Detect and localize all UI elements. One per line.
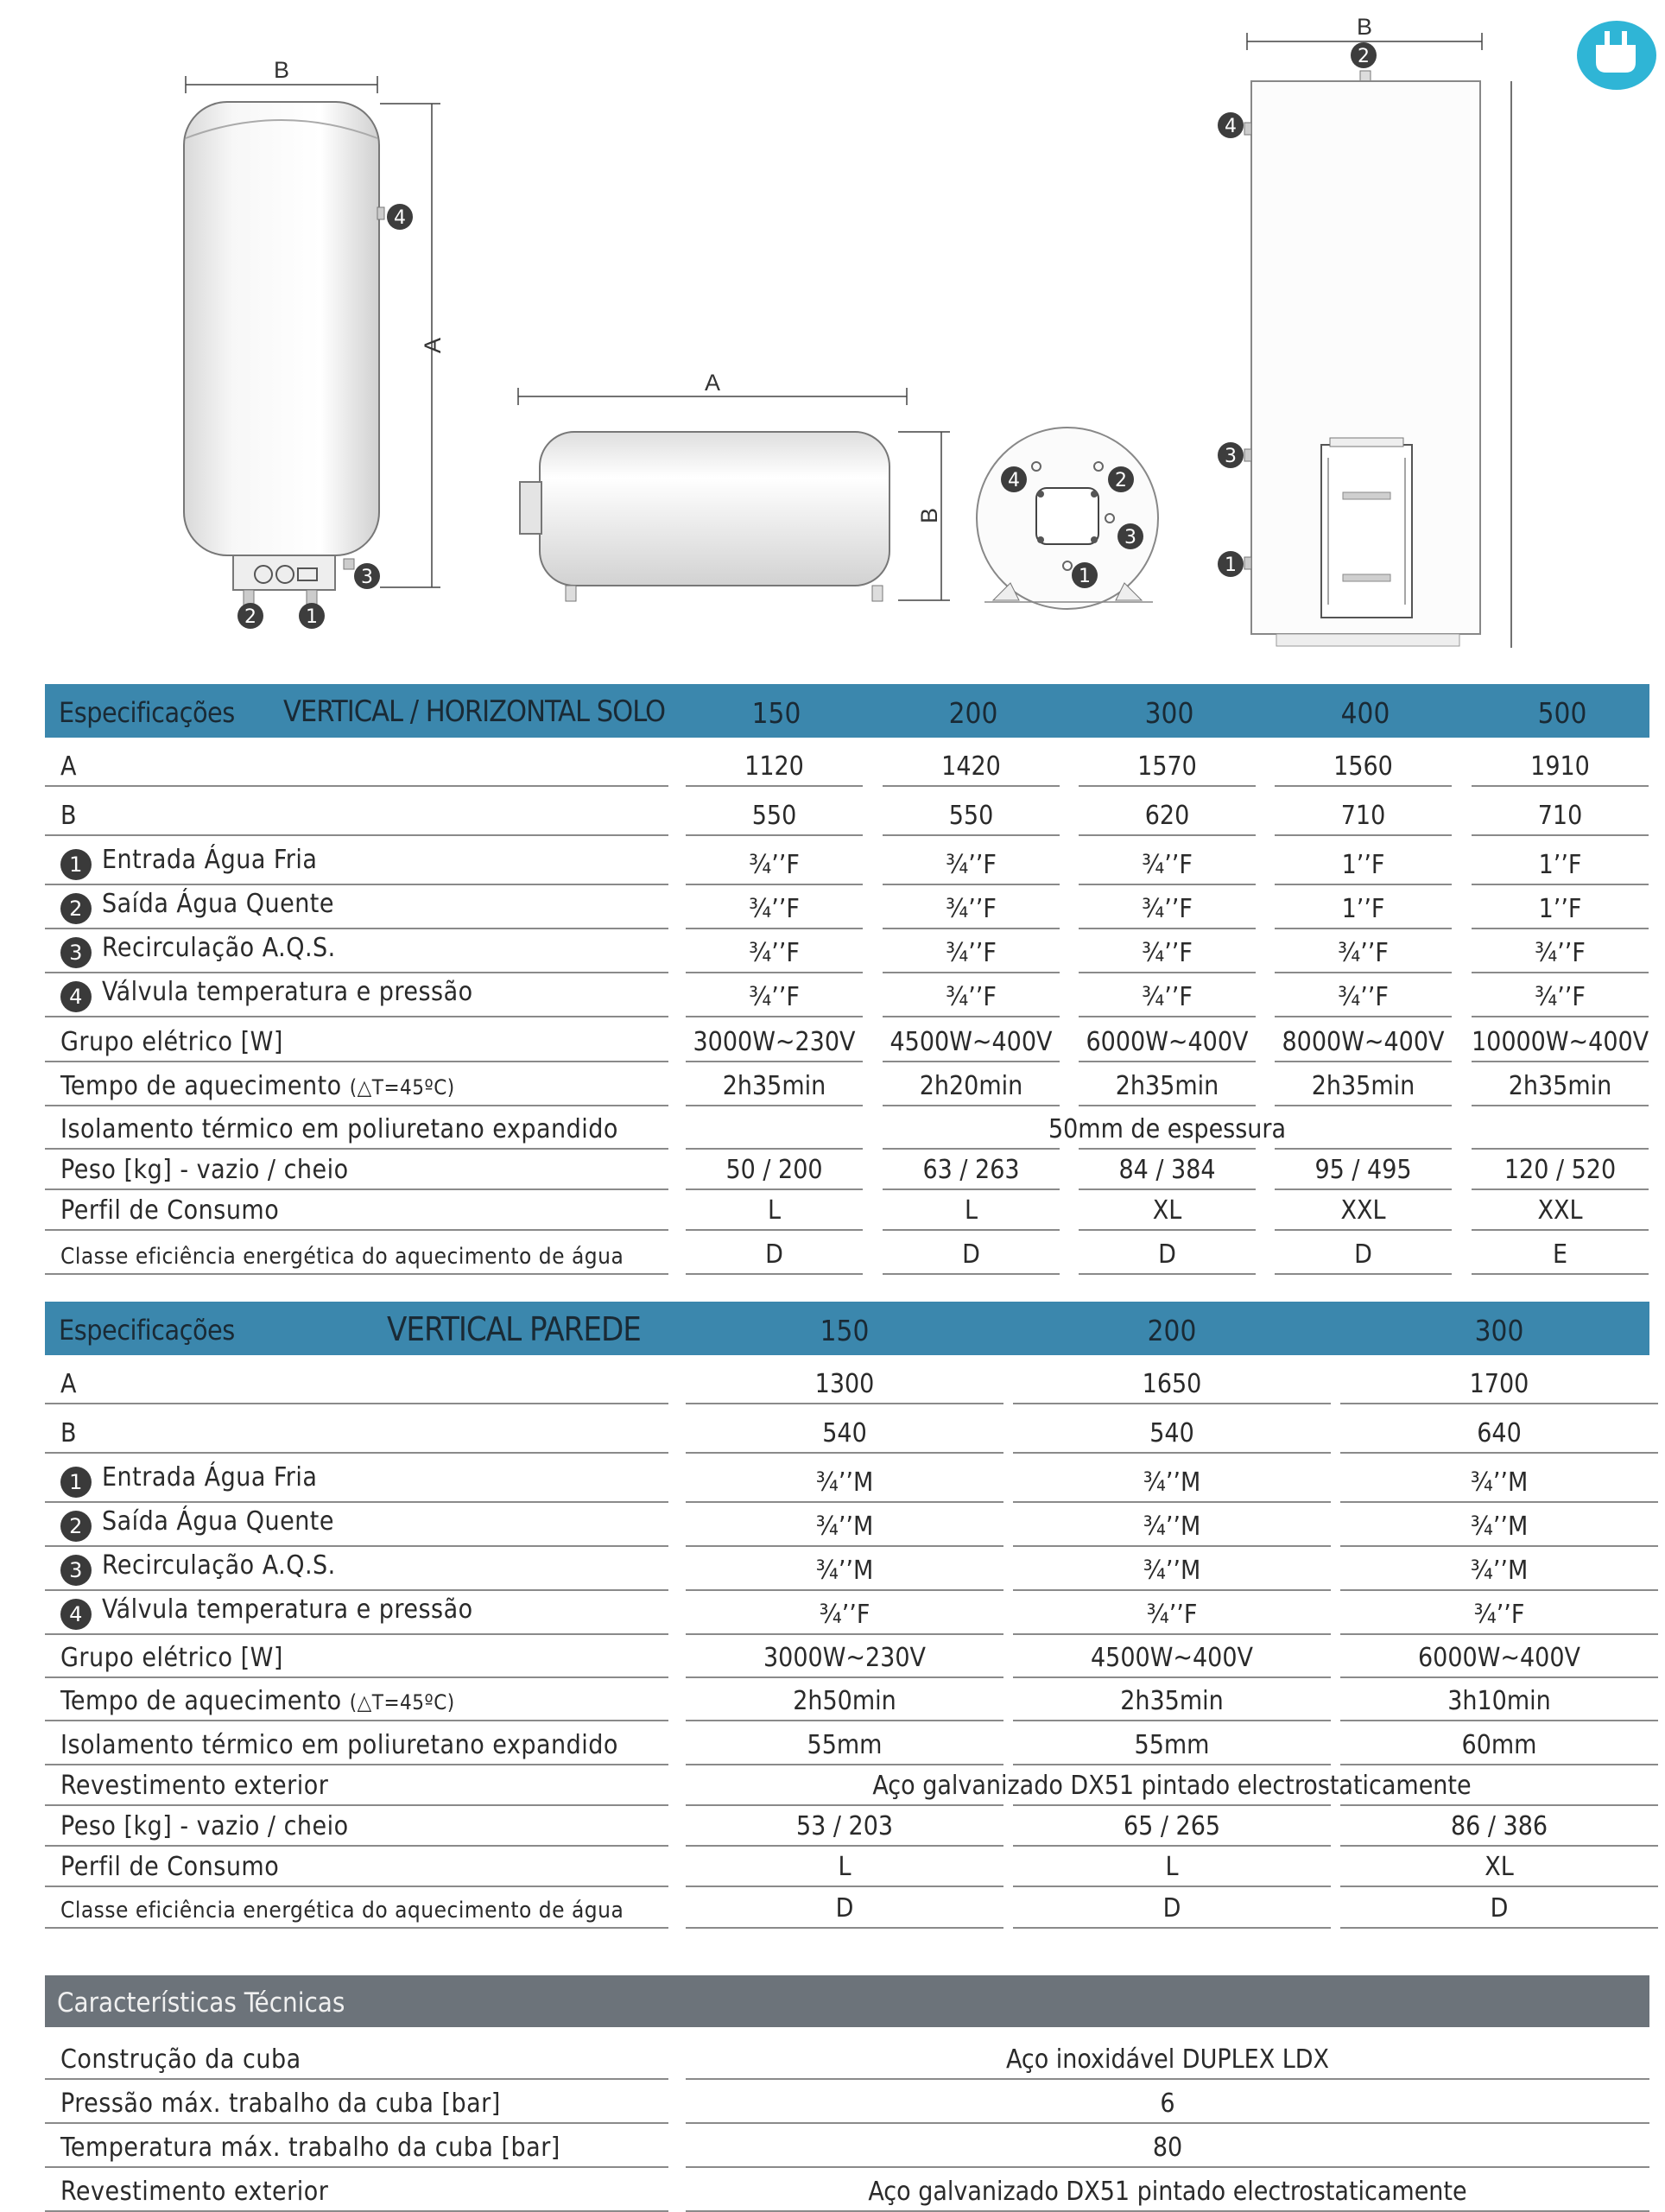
- table-cell: ¾’’F: [946, 894, 997, 924]
- table-cell: 1700: [1469, 1369, 1529, 1399]
- tech-table-header: [45, 1975, 1649, 2027]
- table-row: [45, 1017, 1649, 1062]
- table-cell: ¾’’M: [815, 1512, 874, 1542]
- table-cell: 86 / 386: [1450, 1811, 1548, 1841]
- table-cell: ¾’’F: [749, 850, 800, 880]
- column-header: 300: [1474, 1314, 1524, 1347]
- row-label-text: Grupo elétrico [W]: [60, 1027, 283, 1057]
- row-label-text: Isolamento térmico em poliuretano expandido: [60, 1114, 618, 1144]
- table-cell: 120 / 520: [1504, 1155, 1617, 1185]
- cell-divider: [1275, 1273, 1452, 1275]
- cell-divider: [686, 1273, 863, 1275]
- table-cell: E: [1552, 1239, 1568, 1270]
- column-header: 500: [1537, 696, 1587, 730]
- callout-number-icon: 1: [60, 1467, 92, 1498]
- table-row: [45, 1847, 1649, 1887]
- table-cell: 6: [1160, 2088, 1175, 2119]
- column-header: 200: [948, 696, 998, 730]
- table-cell: D: [1490, 1893, 1509, 1924]
- row-label: [60, 1686, 455, 1716]
- table-row: [45, 973, 1649, 1017]
- end-view-drawing: [977, 428, 1158, 609]
- callout-1: [299, 603, 325, 629]
- svg-text:3: 3: [1225, 446, 1237, 467]
- table-cell: 1’’F: [1538, 894, 1582, 924]
- table-cell: 65 / 265: [1123, 1811, 1221, 1841]
- row-label-text: Entrada Água Fria: [102, 845, 318, 875]
- row-label: Revestimento exterior: [60, 2177, 329, 2207]
- row-label: [60, 1594, 473, 1630]
- column-header: 300: [1144, 696, 1194, 730]
- table-cell: ¾’’M: [815, 1556, 874, 1586]
- table-cell: ¾’’M: [1470, 1512, 1529, 1542]
- callout-number-icon: 3: [60, 937, 92, 968]
- table-cell: ¾’’M: [815, 1467, 874, 1498]
- row-label: [60, 1811, 349, 1841]
- row-label: [60, 801, 77, 831]
- table-row: [45, 1503, 1649, 1547]
- spec-rows: [45, 1355, 1649, 1929]
- table-cell: ¾’’M: [1143, 1556, 1201, 1586]
- table-cell: ¾’’F: [1142, 894, 1193, 924]
- table-cell: D: [1158, 1239, 1176, 1270]
- table-cell: 1650: [1142, 1369, 1202, 1399]
- table-row: [45, 2036, 1649, 2080]
- svg-text:1: 1: [1079, 566, 1091, 587]
- row-label: [60, 1244, 624, 1270]
- row-label: [60, 1114, 618, 1144]
- table-row: [45, 1591, 1649, 1635]
- table-row: [45, 787, 1649, 836]
- table-cell: 1420: [941, 751, 1001, 782]
- table-cell: 640: [1477, 1418, 1522, 1448]
- table-title: Especificações: [59, 696, 235, 729]
- table-row: [45, 2124, 1649, 2168]
- table-row: [45, 2168, 1649, 2212]
- row-label-text: Isolamento térmico em poliuretano expandido: [60, 1730, 618, 1760]
- row-label-text: A: [60, 1369, 77, 1399]
- row-label-text: Recirculação A.Q.S.: [102, 933, 336, 963]
- table-cell: L: [964, 1195, 978, 1226]
- merged-cell: 50mm de espessura: [1048, 1114, 1287, 1144]
- table-cell: 55mm: [1134, 1730, 1210, 1760]
- table-row: [45, 1150, 1649, 1190]
- table-cell: 2h50min: [793, 1686, 896, 1716]
- svg-text:B: B: [916, 507, 942, 524]
- table-row: [45, 885, 1649, 929]
- svg-text:4: 4: [1225, 116, 1237, 137]
- table-cell: 95 / 495: [1314, 1155, 1412, 1185]
- row-label-text: Revestimento exterior: [60, 1771, 329, 1801]
- row-label-text: A: [60, 751, 77, 782]
- table-cell: L: [838, 1852, 851, 1882]
- row-label-text: B: [60, 1418, 78, 1448]
- table-cell: XXL: [1340, 1195, 1386, 1226]
- column-header: 150: [751, 696, 801, 730]
- table-row: [45, 1454, 1649, 1503]
- table-cell: ¾’’F: [1473, 1600, 1525, 1630]
- spec-table-vertical-horizontal-solo: [45, 684, 1649, 1275]
- callout-number-icon: 2: [60, 893, 92, 924]
- table-row: [45, 1404, 1649, 1454]
- table-row: [45, 1190, 1649, 1231]
- table-cell: D: [962, 1239, 980, 1270]
- row-label-note: (△T=45ºC): [349, 1075, 455, 1100]
- table-cell: 3000W~230V: [763, 1643, 926, 1673]
- row-divider: [45, 1273, 668, 1275]
- table-row: [45, 1678, 1649, 1721]
- table-row: [45, 738, 1649, 787]
- row-label: [60, 1898, 624, 1924]
- row-label: [60, 1369, 77, 1399]
- row-label-text: Saída Água Quente: [102, 1506, 334, 1537]
- table-cell: ¾’’M: [1470, 1556, 1529, 1586]
- table-cell: 550: [751, 801, 797, 831]
- callout-3: [354, 563, 380, 589]
- tech-table-title: Características Técnicas: [57, 1987, 345, 2019]
- table-cell: 1’’F: [1341, 850, 1385, 880]
- row-label: [60, 1506, 334, 1542]
- callout-number-icon: 3: [60, 1555, 92, 1586]
- cell-divider: [883, 1273, 1060, 1275]
- table-cell: 1120: [744, 751, 804, 782]
- row-label-text: Perfil de Consumo: [60, 1195, 280, 1226]
- table-cell: ¾’’F: [1146, 1600, 1198, 1630]
- table-cell: 6000W~400V: [1418, 1643, 1580, 1673]
- svg-text:4: 4: [1008, 470, 1020, 491]
- row-label: [60, 1155, 349, 1185]
- row-label: [60, 889, 334, 924]
- table-cell: 2h20min: [919, 1071, 1023, 1101]
- table-cell: 1’’F: [1341, 894, 1385, 924]
- table-title: Especificações: [59, 1314, 235, 1347]
- dim-label-a: A: [420, 337, 446, 354]
- cell-divider: [1013, 1927, 1331, 1929]
- table-cell: ¾’’F: [1142, 982, 1193, 1012]
- table-cell: ¾’’F: [946, 938, 997, 968]
- row-label-text: Tempo de aquecimento: [60, 1686, 342, 1716]
- table-row: [45, 1231, 1649, 1275]
- column-header: 200: [1147, 1314, 1197, 1347]
- table-cell: 8000W~400V: [1282, 1027, 1445, 1057]
- table-cell: ¾’’F: [749, 894, 800, 924]
- table-row: [45, 1062, 1649, 1106]
- table-cell: 620: [1144, 801, 1190, 831]
- callout-4: [387, 204, 413, 230]
- cell-divider: [1472, 1273, 1649, 1275]
- row-label-text: Entrada Água Fria: [102, 1462, 318, 1493]
- row-label-text: Válvula temperatura e pressão: [102, 977, 473, 1007]
- table-row: [45, 1887, 1649, 1929]
- table-cell: ¾’’M: [1470, 1467, 1529, 1498]
- callout-number-icon: 4: [60, 981, 92, 1012]
- horizontal-tank-drawing: [518, 370, 950, 601]
- row-label: [60, 1643, 283, 1673]
- table-cell: ¾’’M: [1143, 1512, 1201, 1542]
- row-label: [60, 1071, 455, 1101]
- table-cell: ¾’’F: [749, 938, 800, 968]
- row-label: [60, 977, 473, 1012]
- callout-number-icon: 4: [60, 1599, 92, 1630]
- row-divider: [45, 1927, 668, 1929]
- table-row: [45, 836, 1649, 885]
- svg-text:B: B: [1356, 14, 1373, 40]
- row-label-text: Válvula temperatura e pressão: [102, 1594, 473, 1625]
- column-header: 400: [1340, 696, 1390, 730]
- row-label: [60, 1771, 328, 1801]
- row-label-text: Perfil de Consumo: [60, 1852, 280, 1882]
- table-cell: 550: [948, 801, 994, 831]
- row-label: [60, 933, 336, 968]
- row-label: [60, 1852, 279, 1882]
- row-label: [60, 1418, 77, 1448]
- table-row: [45, 1106, 1649, 1150]
- table-cell: 4500W~400V: [889, 1027, 1053, 1057]
- table-cell: ¾’’F: [1535, 938, 1586, 968]
- row-label-text: Grupo elétrico [W]: [60, 1643, 283, 1673]
- table-row: [45, 1765, 1649, 1806]
- table-cell: D: [1162, 1893, 1181, 1924]
- table-cell: 3h10min: [1447, 1686, 1551, 1716]
- table-cell: 710: [1537, 801, 1583, 831]
- row-label: Temperatura máx. trabalho da cuba [bar]: [60, 2133, 560, 2163]
- cell-divider: [1340, 1927, 1658, 1929]
- table-cell: 710: [1340, 801, 1386, 831]
- table-row: [45, 1355, 1649, 1404]
- svg-text:3: 3: [361, 567, 373, 588]
- table-cell: 60mm: [1461, 1730, 1537, 1760]
- table-cell: ¾’’F: [1142, 850, 1193, 880]
- table-cell: 1’’F: [1538, 850, 1582, 880]
- table-cell: L: [767, 1195, 782, 1226]
- table-row: [45, 1721, 1649, 1765]
- table-cell: ¾’’F: [946, 850, 997, 880]
- table-cell: D: [765, 1239, 783, 1270]
- table-cell: XL: [1152, 1195, 1182, 1226]
- table-cell: 1910: [1530, 751, 1590, 782]
- table-cell: 84 / 384: [1118, 1155, 1216, 1185]
- table-row: [45, 1806, 1649, 1847]
- table-row: [45, 2080, 1649, 2124]
- table-cell: 1560: [1333, 751, 1393, 782]
- table-cell: Aço galvanizado DX51 pintado electrostaticamente: [868, 2177, 1467, 2207]
- spec-table-header: [45, 684, 1649, 738]
- table-cell: ¾’’F: [1338, 938, 1389, 968]
- svg-text:2: 2: [244, 606, 256, 628]
- table-row: [45, 1635, 1649, 1678]
- row-label: [60, 1550, 336, 1586]
- row-label-text: Peso [kg] - vazio / cheio: [60, 1811, 349, 1841]
- row-label: [60, 751, 77, 782]
- table-cell: 6000W~400V: [1086, 1027, 1249, 1057]
- row-label: [60, 1462, 317, 1498]
- row-label: [60, 845, 317, 880]
- table-cell: 1570: [1137, 751, 1197, 782]
- svg-text:1: 1: [306, 606, 318, 628]
- table-cell: 80: [1152, 2133, 1183, 2163]
- table-cell: ¾’’M: [1143, 1467, 1201, 1498]
- row-label-text: Saída Água Quente: [102, 889, 334, 919]
- table-cell: L: [1165, 1852, 1179, 1882]
- row-label: [60, 1195, 279, 1226]
- tech-rows: [45, 2036, 1649, 2212]
- product-drawings: [0, 0, 1665, 665]
- table-cell: 2h35min: [1120, 1686, 1224, 1716]
- table-row: [45, 1547, 1649, 1591]
- row-label-text: Recirculação A.Q.S.: [102, 1550, 336, 1581]
- table-cell: 1300: [814, 1369, 875, 1399]
- row-label: [60, 1730, 618, 1760]
- row-label: Construção da cuba: [60, 2044, 301, 2075]
- cell-divider: [1079, 1273, 1256, 1275]
- table-cell: ¾’’F: [1535, 982, 1586, 1012]
- svg-text:2: 2: [1358, 46, 1370, 67]
- row-label-text: Peso [kg] - vazio / cheio: [60, 1155, 349, 1185]
- tech-characteristics-table: [45, 1975, 1649, 2212]
- row-label-text: B: [60, 801, 78, 831]
- table-cell: D: [1354, 1239, 1372, 1270]
- spec-rows: [45, 738, 1649, 1275]
- svg-text:3: 3: [1124, 527, 1136, 548]
- row-label-text: Classe eficiência energética do aquecimento de água: [60, 1244, 624, 1270]
- column-header: 150: [820, 1314, 870, 1347]
- table-cell: ¾’’F: [819, 1600, 870, 1630]
- table-cell: ¾’’F: [1142, 938, 1193, 968]
- table-cell: 2h35min: [1115, 1071, 1219, 1101]
- row-label-text: Classe eficiência energética do aquecimento de água: [60, 1898, 624, 1924]
- table-cell: 55mm: [807, 1730, 883, 1760]
- svg-text:1: 1: [1225, 555, 1237, 576]
- table-cell: Aço inoxidável DUPLEX LDX: [1005, 2044, 1330, 2075]
- vertical-wall-tank-drawing: [184, 57, 446, 607]
- row-label-text: Tempo de aquecimento: [60, 1071, 342, 1101]
- callout-number-icon: 1: [60, 849, 92, 880]
- dim-label-b: B: [273, 57, 290, 83]
- table-cell: ¾’’F: [946, 982, 997, 1012]
- table-cell: ¾’’F: [749, 982, 800, 1012]
- table-cell: 3000W~230V: [693, 1027, 856, 1057]
- vertical-floor-tank-drawing: [1244, 14, 1511, 648]
- table-cell: D: [835, 1893, 854, 1924]
- table-cell: 2h35min: [1311, 1071, 1415, 1101]
- plug-icon: [1573, 17, 1656, 90]
- table-row: [45, 929, 1649, 973]
- svg-text:A: A: [704, 370, 721, 396]
- callout-number-icon: 2: [60, 1511, 92, 1542]
- spec-table-vertical-parede: [45, 1302, 1649, 1929]
- svg-text:2: 2: [1115, 470, 1127, 491]
- spec-table-header: [45, 1302, 1649, 1355]
- cell-divider: [686, 1927, 1003, 1929]
- table-cell: 53 / 203: [795, 1811, 894, 1841]
- table-cell: XL: [1485, 1852, 1514, 1882]
- table-cell: 540: [1149, 1418, 1194, 1448]
- merged-cell: Aço galvanizado DX51 pintado electrostaticamente: [872, 1771, 1472, 1801]
- table-cell: 540: [822, 1418, 867, 1448]
- table-cell: ¾’’F: [1338, 982, 1389, 1012]
- row-label-note: (△T=45ºC): [349, 1690, 455, 1714]
- table-cell: 10000W~400V: [1472, 1027, 1649, 1057]
- svg-text:4: 4: [394, 207, 406, 229]
- row-label: [60, 1027, 283, 1057]
- table-subtitle: VERTICAL / HORIZONTAL SOLO: [283, 694, 666, 729]
- callout-2: [237, 603, 263, 629]
- table-subtitle: VERTICAL PAREDE: [387, 1310, 641, 1348]
- table-cell: 4500W~400V: [1091, 1643, 1253, 1673]
- table-cell: XXL: [1537, 1195, 1583, 1226]
- table-cell: 2h35min: [1508, 1071, 1612, 1101]
- table-cell: 50 / 200: [725, 1155, 823, 1185]
- row-label: Pressão máx. trabalho da cuba [bar]: [60, 2088, 501, 2119]
- table-cell: 2h35min: [722, 1071, 826, 1101]
- table-cell: 63 / 263: [922, 1155, 1020, 1185]
